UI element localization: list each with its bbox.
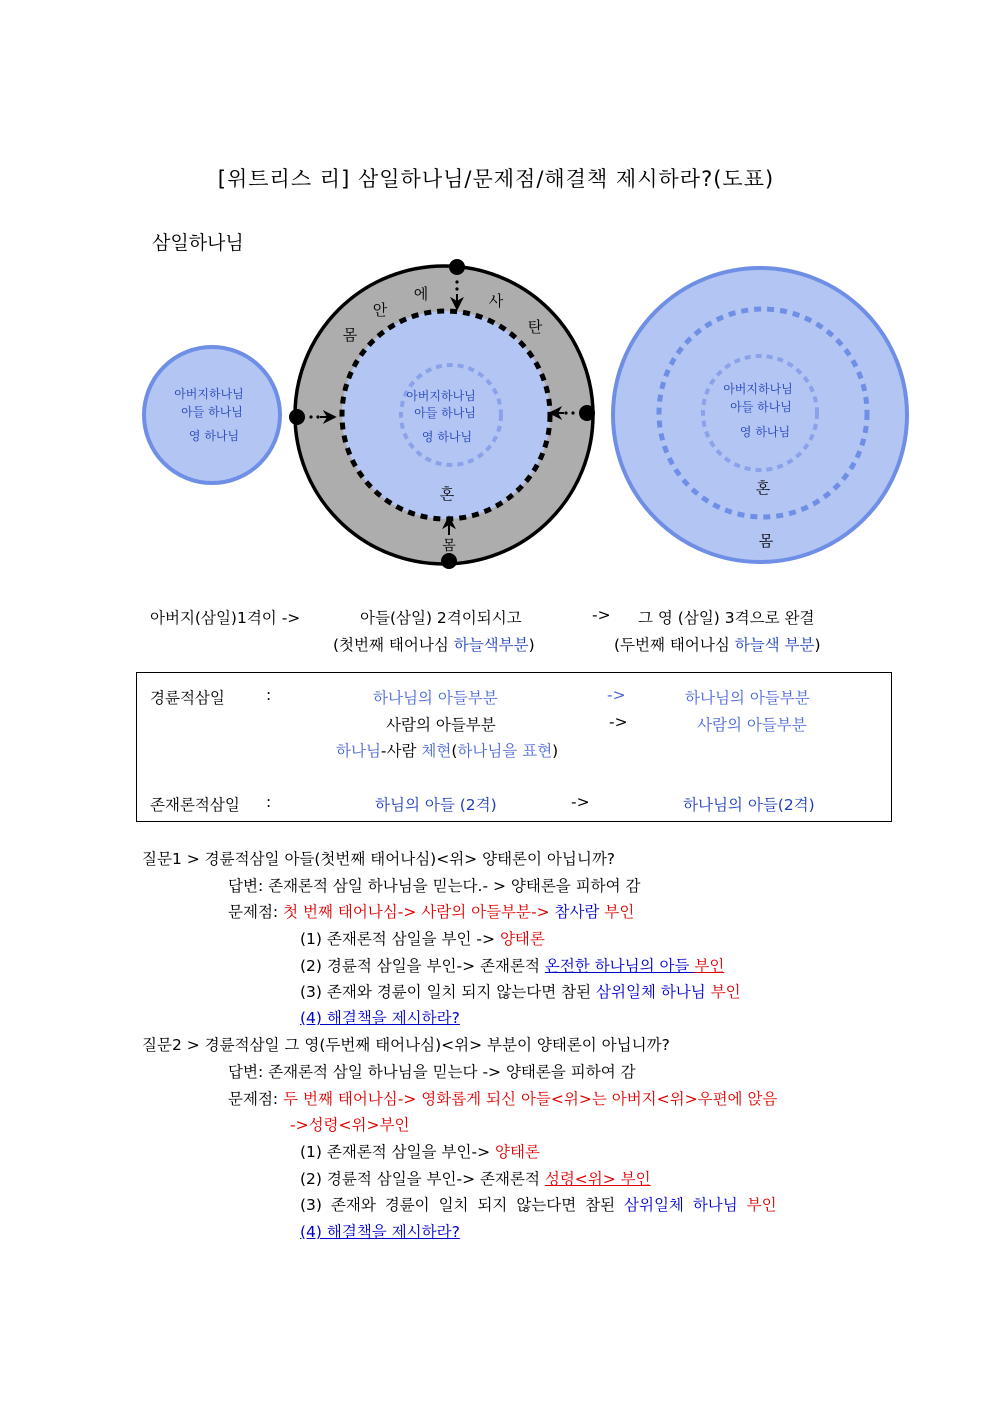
flow-arrow: -> <box>592 606 611 624</box>
q2-item-1-text: (1) 존재론적 삼일을 부인-> <box>300 1143 496 1161</box>
mid-spirit: 영 하나님 <box>421 430 473 444</box>
row3-embodiment <box>336 739 558 761</box>
q2-item-3 <box>300 1193 777 1215</box>
flow-son: 아들(삼일) 2격이되시고 <box>360 609 522 627</box>
q1-item-3-highlight: 삼위일체 하나님 <box>596 983 706 1001</box>
q1-question: 질문1 > 경륜적삼일 아들(첫번째 태어나심)<위> 양태론이 아닙니까? <box>142 850 616 868</box>
row4-left: 하님의 아들 (2격) <box>375 796 497 814</box>
q1-item-3-text: (3) 존재와 경륜이 일치 되지 않는다면 참된 <box>300 983 597 1001</box>
q2-problem <box>228 1087 777 1109</box>
row2-right: 사람의 아들부분 <box>697 716 807 734</box>
mid-father: 아버지하나님 <box>406 389 476 403</box>
q1-answer: 답변: 존재론적 삼일 하나님을 믿는다.- > 양태론을 피하여 감 <box>228 877 641 895</box>
q2-item-1 <box>300 1140 540 1162</box>
q2-problem-a: 두 번째 태어나심-> 영화롭게 되신 아들<위>는 아버지<위>우편에 앉음 <box>283 1090 778 1108</box>
first-birth-pre: (첫번째 태어나심 <box>333 636 454 654</box>
q1-item-1-text: (1) 존재론적 삼일을 부인 -> <box>300 930 500 948</box>
q2-item-3-deny: 부인 <box>737 1196 777 1214</box>
right-son: 아들 하나님 <box>730 400 792 414</box>
right-body: 몸 <box>758 532 774 550</box>
first-birth-highlight: 하늘색부분 <box>453 636 529 654</box>
q1-item-2-text: (2) 경륜적 삼일을 부인-> 존재론적 <box>300 957 545 975</box>
row3-god: 하나님 <box>336 742 381 760</box>
satan-char-4: 사 <box>488 292 504 310</box>
q2-item-2-highlight: 성령<위> 부인 <box>544 1170 651 1188</box>
q1-item-2-deny: 부인 <box>694 957 725 975</box>
q1-item-3 <box>300 980 741 1002</box>
economic-colon: : <box>266 686 272 704</box>
row3-man: -사람 <box>380 742 422 760</box>
q1-item-2-highlight: 온전한 하나님의 아들 <box>544 957 695 975</box>
row1-right: 하나님의 아들부분 <box>685 689 810 707</box>
q1-item-1-highlight: 양태론 <box>499 930 545 948</box>
right-spirit: 영 하나님 <box>739 425 791 439</box>
mid-soul: 혼 <box>439 485 455 503</box>
economic-label: 경륜적삼일 <box>150 689 225 707</box>
second-birth-post: ) <box>814 636 821 654</box>
row1-left: 하나님의 아들부분 <box>373 689 498 707</box>
first-birth-post: ) <box>528 636 535 654</box>
q1-item-2 <box>300 954 724 976</box>
q2-item-1-highlight: 양태론 <box>495 1143 540 1161</box>
left-spirit: 영 하나님 <box>188 429 240 443</box>
section-label: 삼일하나님 <box>152 232 244 254</box>
q1-item-1 <box>300 927 545 949</box>
satan-char-2: 안 <box>372 301 388 319</box>
q2-problem-b: ->성령<위>부인 <box>290 1116 410 1134</box>
q2-answer: 답변: 존재론적 삼일 하나님을 믿는다 -> 양태론을 피하여 감 <box>228 1063 636 1081</box>
mid-body: 몸 <box>442 538 456 554</box>
ontological-colon: : <box>266 793 272 811</box>
q1-problem-label: 문제점: <box>228 903 284 921</box>
q2-item-4: (4) 해결책을 제시하라? <box>300 1223 460 1241</box>
flow-second-birth <box>614 633 821 655</box>
page-title: [위트리스 리] 삼일하나님/문제점/해결책 제시하라?(도표) <box>217 167 775 191</box>
right-circle <box>613 268 907 562</box>
q2-item-2-text: (2) 경륜적 삼일을 부인-> 존재론적 <box>300 1170 545 1188</box>
q2-item-3-text: (3) 존재와 경륜이 일치 되지 않는다면 참된 <box>300 1196 625 1214</box>
row1-arrow: -> <box>607 686 626 704</box>
flow-spirit: 그 영 (삼일) 3격으로 완결 <box>638 609 815 627</box>
q1-problem-a: 첫 번째 태어나심-> 사람의 아들부분-> <box>283 903 555 921</box>
row3-paren-open: ( <box>451 742 458 760</box>
flow-father: 아버지(삼일)1격이 -> <box>150 609 301 627</box>
right-father: 아버지하나님 <box>723 382 793 396</box>
q1-problem-c: 부인 <box>599 903 635 921</box>
left-son: 아들 하나님 <box>181 405 243 419</box>
q1-problem-b: 참사람 <box>554 903 600 921</box>
right-soul: 혼 <box>755 479 771 497</box>
left-father: 아버지하나님 <box>174 387 244 401</box>
q2-item-3-highlight: 삼위일체 하나님 <box>624 1196 738 1214</box>
mid-son: 아들 하나님 <box>414 406 476 420</box>
row3-express: 하나님을 표현 <box>457 742 553 760</box>
row4-right: 하나님의 아들(2격) <box>683 796 815 814</box>
row2-left: 사람의 아들부분 <box>386 716 496 734</box>
trinity-diagram <box>0 250 992 580</box>
q2-item-2 <box>300 1167 651 1189</box>
second-birth-pre: (두번째 태어나심 <box>614 636 735 654</box>
q1-item-3-deny: 부인 <box>705 983 741 1001</box>
satan-char-1: 몸 <box>342 326 358 344</box>
q1-item-4: (4) 해결책을 제시하라? <box>300 1009 460 1027</box>
row3-paren-close: ) <box>552 742 559 760</box>
satan-char-5: 탄 <box>527 318 543 336</box>
q2-question: 질문2 > 경륜적삼일 그 영(두번째 태어나심)<위> 부분이 양태론이 아닙니까? <box>142 1036 670 1054</box>
row4-arrow: -> <box>571 793 590 811</box>
second-birth-highlight: 하늘색 부분 <box>734 636 815 654</box>
satan-char-3: 에 <box>413 285 429 303</box>
ontological-label: 존재론적삼일 <box>150 796 240 814</box>
row2-arrow: -> <box>609 713 628 731</box>
row3-embody: 체현 <box>421 742 452 760</box>
flow-first-birth <box>333 633 535 655</box>
q1-problem <box>228 900 634 922</box>
q2-problem-label: 문제점: <box>228 1090 284 1108</box>
